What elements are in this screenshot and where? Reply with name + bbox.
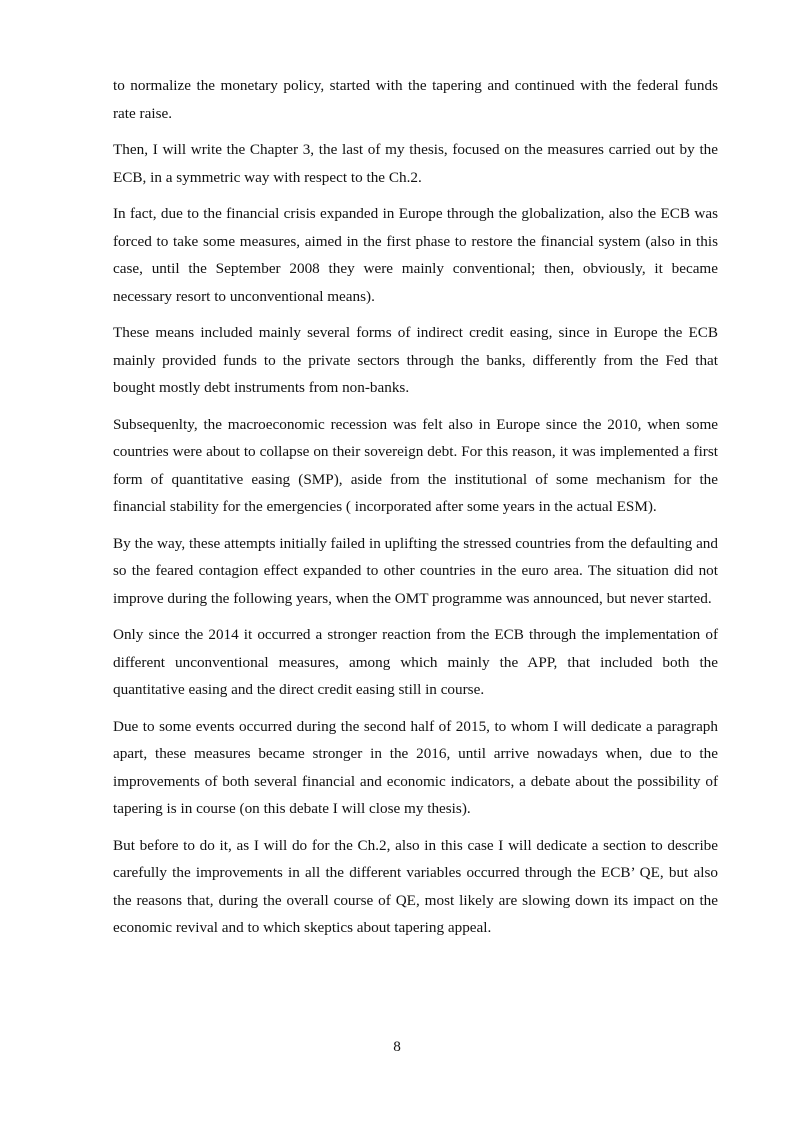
page-number: 8 (393, 1038, 401, 1055)
paragraph-1: to normalize the monetary policy, started with the tapering and continued with the federal funds rate raise. (113, 77, 718, 122)
paragraph-2: Then, I will write the Chapter 3, the last of my thesis, focused on the measures carried out by the ECB, in a symmetric way with respect to the Ch.2. (113, 141, 718, 186)
body-text (113, 72, 718, 951)
paragraph-4: These means included mainly several forms of indirect credit easing, since in Europe the ECB mainly provided funds to the private sectors through the banks, differently from the Fed that bought mostly debt instruments from non-banks. (113, 324, 718, 396)
paragraph-8: Due to some events occurred during the second half of 2015, to whom I will dedicate a paragraph apart, these measures became stronger in the 2016, until arrive nowadays when, due to the improvements of both several financial and economic indicators, a debate about the possibility of tapering is in course (on this debate I will close my thesis). (113, 717, 718, 817)
paragraph-3: In fact, due to the financial crisis expanded in Europe through the globalization, also the ECB was forced to take some measures, aimed in the first phase to restore the financial system (also in this case, until the September 2008 they were mainly conventional; then, obviously, it became necessary resort to unconventional means). (113, 205, 718, 305)
paragraph-5: Subsequenlty, the macroeconomic recession was felt also in Europe since the 2010, when some countries were about to collapse on their sovereign debt. For this reason, it was implemented a first form of quantitative easing (SMP), aside from the institutional of some mechanism for the financial stability for the emergencies ( incorporated after some years in the actual ESM). (113, 415, 718, 515)
paragraph-6: By the way, these attempts initially failed in uplifting the stressed countries from the defaulting and so the feared contagion effect expanded to other countries in the euro area. The situation did not improve during the following years, when the OMT programme was announced, but never started. (113, 534, 718, 607)
paragraph-9: But before to do it, as I will do for the Ch.2, also in this case I will dedicate a section to describe carefully the improvements in all the different variables occurred through the ECB’ QE, but also the reasons that, during the overall course of QE, most likely are slowing down its impact on the economic revival and to which skeptics about tapering appeal. (113, 836, 718, 936)
paragraph-7: Only since the 2014 it occurred a stronger reaction from the ECB through the implementation of different unconventional measures, among which mainly the APP, that included both the quantitative easing and the direct credit easing still in course. (113, 626, 718, 698)
